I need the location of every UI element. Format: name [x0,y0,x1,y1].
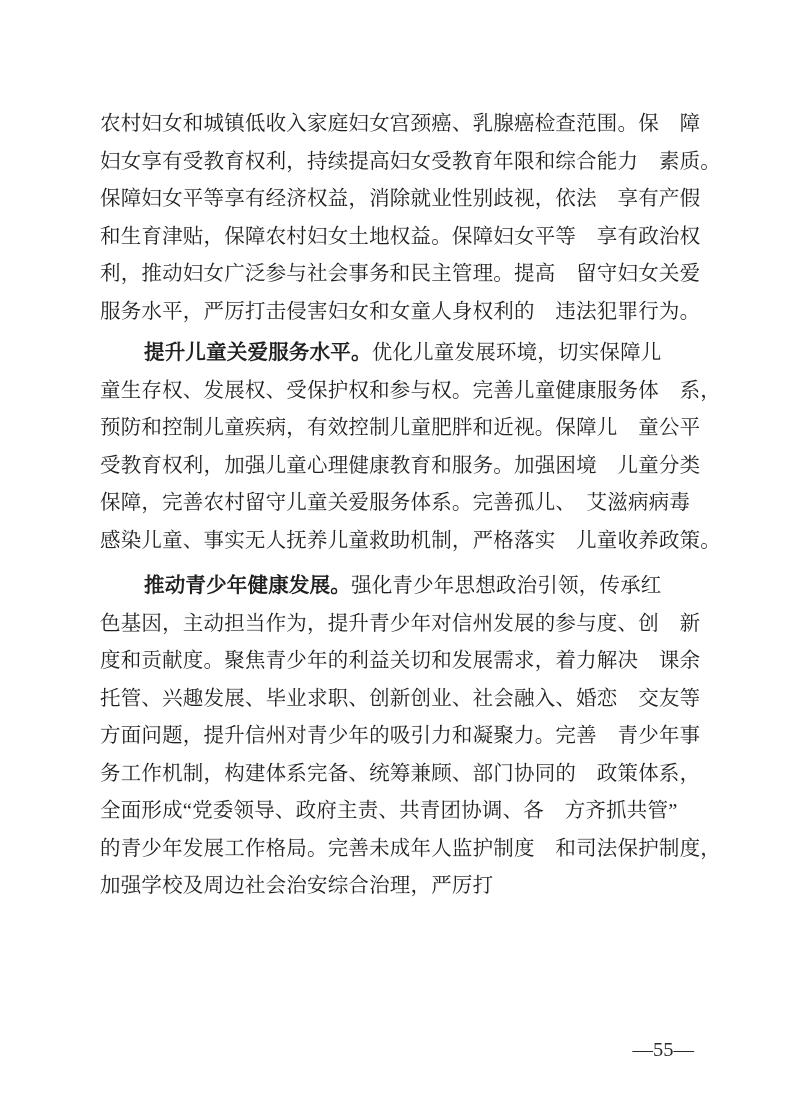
text-line [100,334,700,373]
text-line [100,567,700,606]
text-line: 预防和控制儿童疾病，有效控制儿童肥胖和近视。保障儿 童公平 [100,417,701,439]
text-line: 感染儿童、事实无人抚养儿童救助机制，严格落实 儿童收养政策。 [100,529,721,552]
paragraph [100,567,721,906]
text-line: 度和贡献度。聚焦青少年的利益关切和发展需求，着力解决 课余 [100,650,701,672]
text-line: 农村妇女和城镇低收入家庭妇女宫颈癌、乳腺癌检查范围。保 障 [100,113,701,135]
text-line: 全面形成“党委领导、政府主责、共青团协调、各 方齐抓共管” [100,800,678,822]
text-line: 务工作机制，构建体系完备、统筹兼顾、部门协同的 政策体系， [100,762,701,785]
text-line: 的青少年发展工作格局。完善未成年人监护制度 和司法保护制度， [100,837,721,860]
text-line: 妇女享有受教育权利，持续提高妇女受教育年限和综合能力 素质。 [100,150,721,173]
paragraph-lead-heading: 提升儿童关爱服务水平。 [144,341,372,364]
document-body [100,106,721,906]
text-line: 服务水平，严厉打击侵害妇女和女童人身权利的 违法犯罪行为。 [100,300,701,323]
text-line: 童生存权、发展权、受保护权和参与权。完善儿童健康服务体 系， [100,379,721,402]
text-line: 受教育权利，加强儿童心理健康教育和服务。加强困境 儿童分类 [100,454,701,477]
text-line: 加强学校及周边社会治安综合治理，严厉打 [100,875,494,897]
text-line: 和生育津贴，保障农村妇女土地权益。保障妇女平等 享有政治权 [100,225,701,248]
page-number: —55— [632,1039,694,1061]
paragraph [100,334,721,560]
text-line: 托管、兴趣发展、毕业求职、创新创业、社会融入、婚恋 交友等 [100,687,701,710]
text-line: 利，推动妇女广泛参与社会事务和民主管理。提高 留守妇女关爱 [100,263,701,285]
line-text: 优化儿童发展环境，切实保障儿 [371,342,662,364]
paragraph-lead-heading: 推动青少年健康发展。 [144,574,351,597]
text-line: 色基因，主动担当作为，提升青少年对信州发展的参与度、创 新 [100,612,701,635]
text-line: 保障妇女平等享有经济权益，消除就业性别歧视，依法 享有产假 [100,188,701,210]
line-text: 强化青少年思想政治引领，传承红 [351,575,662,597]
text-line: 保障，完善农村留守儿童关爱服务体系。完善孤儿、 艾滋病病毒 [100,492,691,514]
text-line: 方面问题，提升信州对青少年的吸引力和凝聚力。完善 青少年事 [100,725,701,747]
paragraph [100,106,721,331]
